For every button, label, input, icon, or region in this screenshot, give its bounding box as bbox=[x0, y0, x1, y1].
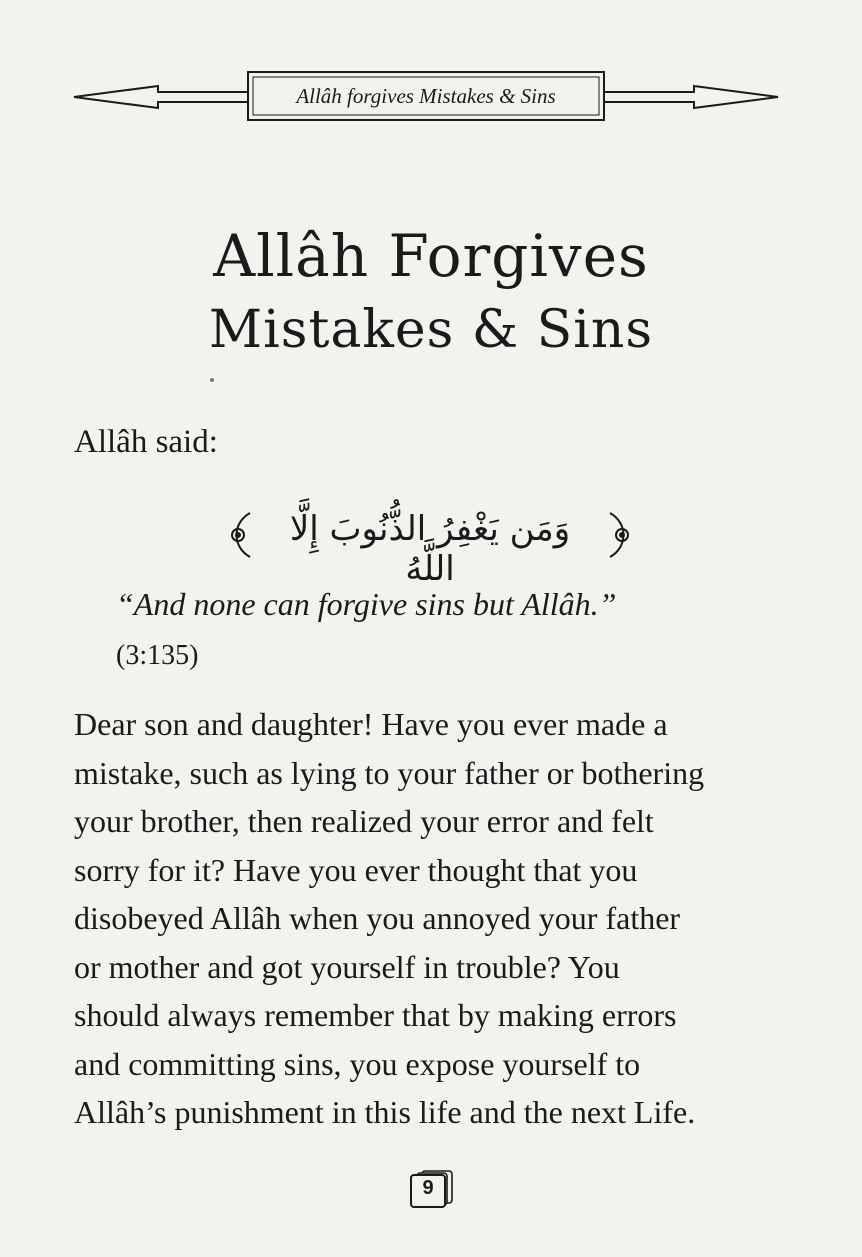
body-line: mistake, such as lying to your father or bothering bbox=[74, 754, 705, 791]
chapter-title-line2: Mistakes & Sins bbox=[208, 300, 654, 360]
body-line: should always remember that by making errors bbox=[74, 997, 677, 1033]
body-line: and committing sins, you expose yourself to bbox=[74, 1045, 641, 1082]
body-paragraph bbox=[74, 700, 794, 1137]
body-line: disobeyed Allâh when you annoyed your father bbox=[74, 900, 681, 936]
quran-verse bbox=[220, 505, 640, 589]
running-header bbox=[70, 68, 782, 124]
body-line: sorry for it? Have you ever thought that you bbox=[74, 851, 638, 888]
body-line: Dear son and daughter! Have you ever made a bbox=[74, 706, 668, 742]
body-line: your brother, then realized your error and felt bbox=[74, 803, 654, 839]
body-line: Allâh’s punishment in this life and the next Life. bbox=[74, 1094, 696, 1130]
verse-citation: (3:135) bbox=[116, 640, 199, 671]
page-number bbox=[408, 1170, 458, 1210]
body-line: or mother and got yourself in trouble? You bbox=[74, 948, 620, 985]
ink-speck bbox=[210, 378, 214, 382]
chapter-title-line1: Allâh Forgives bbox=[213, 222, 649, 290]
lead-text: Allâh said: bbox=[74, 424, 218, 460]
running-title: Allâh forgives Mistakes & Sins bbox=[296, 83, 556, 108]
verse-translation: “And none can forgive sins but Allâh.” bbox=[116, 586, 617, 622]
arabic-verse: وَمَن يَغْفِرُ الذُّنُوبَ إِلَّا اللَّهُ bbox=[289, 509, 571, 589]
page-number-text: 9 bbox=[422, 1177, 434, 1199]
